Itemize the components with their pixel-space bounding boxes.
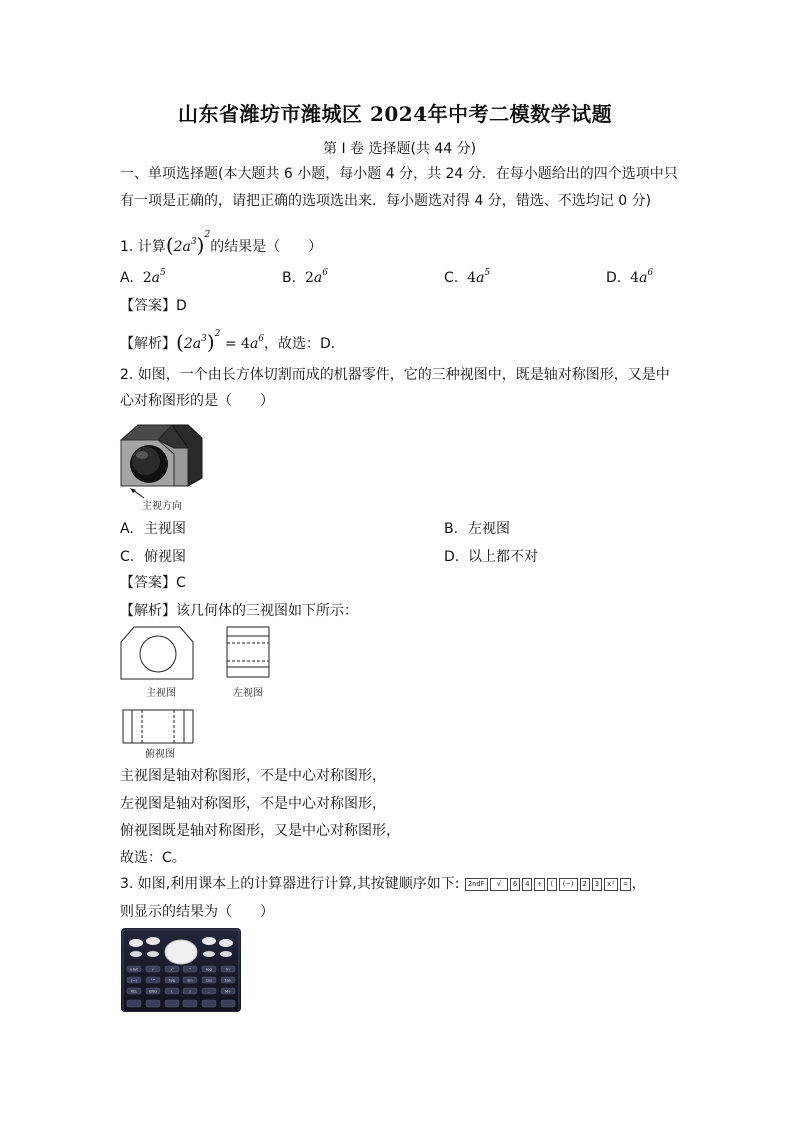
option-exp: 6: [322, 268, 328, 278]
key-divide: ÷: [534, 878, 544, 891]
key-4: 4: [522, 878, 532, 891]
question-3-line-2: 则显示的结果为（ ）: [120, 904, 274, 920]
question-1-option-c: C. $4a^5$: [444, 268, 491, 286]
key-sqrt: √: [490, 878, 508, 891]
question-1-option-d: D. $4a^6$: [606, 268, 654, 286]
question-3-line-1: [120, 874, 646, 894]
left-view-drawing: [226, 626, 272, 680]
svg-text:ENG: ENG: [149, 989, 157, 994]
conclusion-line-2: 左视图是轴对称图形，不是中心对称图形，: [120, 796, 386, 812]
key-3: 3: [592, 878, 602, 891]
conclusion-line-4: 故选：C。: [120, 850, 186, 866]
top-view-drawing: [122, 709, 196, 745]
left-view-label: 左视图: [233, 688, 263, 699]
section-heading: 第 I 卷 选择题(共 44 分): [323, 141, 477, 157]
svg-text:RCL: RCL: [130, 989, 138, 994]
question-2-answer: 【答案】C: [120, 575, 186, 591]
option-letter: A.: [120, 270, 134, 286]
svg-text:(: (: [171, 989, 173, 994]
option-coef: 2: [304, 270, 314, 286]
svg-text:(−): (−): [131, 978, 137, 983]
question-2-line-1: 2. 如图，一个由长方体切割而成的机器零件，它的三种视图中，既是轴对称图形，又是中: [120, 367, 670, 383]
option-letter: D.: [606, 270, 622, 286]
option-letter: B.: [282, 270, 297, 286]
document-title: 山东省潍坊市潍城区 2024年中考二模数学试题: [178, 102, 613, 126]
option-letter: C.: [120, 549, 135, 565]
question-2-analysis: 【解析】该几何体的三视图如下所示：: [120, 603, 358, 619]
option-exp: 6: [647, 268, 654, 278]
option-exp: 5: [484, 268, 491, 278]
svg-text:,: ,: [208, 989, 210, 994]
key-2ndf: 2ndF: [465, 878, 488, 891]
question-1-prefix: 1. 计算: [120, 239, 166, 255]
option-coef: 4: [467, 270, 477, 286]
svg-text:^: ^: [188, 967, 192, 972]
key-square: x²: [604, 878, 618, 891]
key-2: 2: [580, 878, 590, 891]
top-view-label: 俯视图: [145, 749, 175, 760]
option-text: 左视图: [468, 521, 510, 537]
conclusion-line-3: 俯视图既是轴对称图形，又是中心对称图形，: [120, 823, 400, 839]
question-3-text: 3. 如图,利用课本上的计算器进行计算,其按键顺序如下:: [120, 876, 460, 892]
question-1-option-b: B. $2a^6$: [282, 268, 328, 286]
option-coef: 2: [142, 270, 152, 286]
key-open-paren: (: [547, 878, 557, 891]
question-2-line-2: 心对称图形的是（ ）: [120, 393, 274, 409]
svg-text:cos: cos: [205, 978, 213, 983]
svg-text:M+: M+: [224, 989, 232, 994]
question-2-option-b: [444, 519, 510, 539]
svg-text:log: log: [206, 967, 212, 972]
conclusion-line-1: 主视图是轴对称图形，不是中心对称图形，: [120, 768, 386, 784]
instruction-line-2: 有一项是正确的，请把正确的选项选出来．每小题选对得 4 分，错选、不选均记 0 分): [120, 193, 652, 209]
question-1-stem: [120, 230, 323, 257]
key-equals: =: [620, 878, 630, 891]
question-2-option-a: [120, 519, 186, 539]
analysis-result-coef: 4: [241, 336, 250, 352]
question-1-answer: 【答案】D: [120, 298, 187, 314]
view-direction-caption: 主视方向: [142, 501, 182, 512]
question-1-suffix: 的结果是（ ）: [210, 239, 323, 255]
option-text: 主视图: [144, 521, 186, 537]
question-2-option-d: [444, 547, 538, 567]
analysis-tail: ，故选：D．: [264, 336, 345, 352]
option-coef: 4: [630, 270, 640, 286]
option-text: 俯视图: [144, 549, 186, 565]
front-view-label: 主视图: [146, 688, 176, 699]
option-letter: B.: [444, 521, 459, 537]
option-letter: D.: [444, 549, 460, 565]
question-1-analysis: 【解析】$(2a^3)^2 = 4a^6$，故选：D．: [120, 329, 345, 354]
key-negative: (−): [559, 878, 578, 891]
svg-text:°'": °'": [150, 978, 156, 983]
question-1-expression: $(2a^3)^2$: [165, 230, 211, 257]
key-6: 6: [510, 878, 520, 891]
svg-text:): ): [189, 989, 191, 994]
svg-text:ln: ln: [226, 967, 230, 972]
option-exp: 5: [159, 268, 166, 278]
option-letter: A.: [120, 521, 134, 537]
question-1-option-a: A. $2a^5$: [120, 268, 166, 286]
svg-text:a b/c: a b/c: [129, 967, 139, 972]
svg-text:√: √: [151, 967, 155, 972]
option-text: 以上都不对: [468, 549, 538, 565]
svg-text:hyp: hyp: [168, 978, 176, 983]
svg-text:tan: tan: [225, 978, 231, 983]
front-view-drawing: [120, 626, 196, 682]
option-letter: C.: [444, 270, 459, 286]
analysis-label: 【解析】: [120, 336, 176, 352]
calculator-image: [121, 928, 241, 1012]
svg-text:sin: sin: [187, 978, 193, 983]
question-2-option-c: [120, 547, 186, 567]
svg-text:x²: x²: [170, 967, 174, 972]
instruction-line-1: 一、单项选择题(本大题共 6 小题，每小题 4 分，共 24 分．在每小题给出的四个选项中只: [120, 166, 678, 182]
question-3-line-end: ，: [631, 876, 646, 892]
